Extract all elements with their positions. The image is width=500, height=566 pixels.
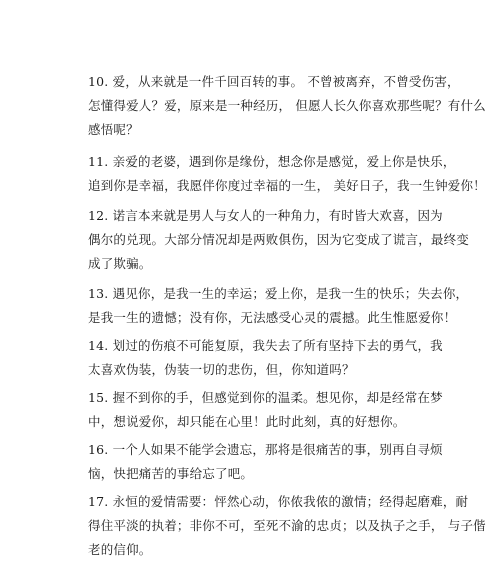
list-item <box>88 150 486 198</box>
text-line: 10. 爱，从来就是一件千回百转的事。 不曾被离弃，不曾受伤害， <box>88 74 460 89</box>
list-item <box>88 334 468 382</box>
text-line: 11. 亲爱的老婆，遇到你是缘份，想念你是感觉，爱上你是快乐， <box>88 154 456 169</box>
text-line: 12. 诺言本来就是男人与女人的一种角力，有时皆大欢喜，因为 <box>88 208 443 223</box>
text-line: 恼，快把痛苦的事给忘了吧。 <box>88 466 254 481</box>
list-item <box>88 386 468 434</box>
list-item <box>88 204 468 276</box>
text-line: 13. 遇见你，是我一生的幸运；爱上你，是我一生的快乐；失去你， <box>88 286 469 301</box>
text-line: 14. 划过的伤痕不可能复原，我失去了所有坚持下去的勇气，我 <box>88 338 443 353</box>
list-item <box>88 438 468 486</box>
text-line: 感悟呢？ <box>88 122 139 137</box>
text-line: 老的信仰。 <box>88 542 152 557</box>
list-item <box>88 70 486 142</box>
text-line: 是我一生的遗憾；没有你，无法感受心灵的震撼。此生惟愿爱你！ <box>88 310 457 325</box>
text-line: 17. 永恒的爱情需要：怦然心动，你侬我侬的激情；经得起磨难，耐 <box>88 494 469 509</box>
list-item <box>88 282 468 330</box>
text-line: 怎懂得爱人？爱，原来是一种经历， 但愿人长久你喜欢那些呢？有什么 <box>88 98 486 113</box>
list-item <box>88 490 486 562</box>
text-line: 中，想说爱你，却只能在心里！此时此刻，真的好想你。 <box>88 414 406 429</box>
text-line: 偶尔的兑现。大部分情况却是两败俱伤，因为它变成了谎言，最终变 <box>88 232 470 247</box>
text-line: 成了欺骗。 <box>88 256 152 271</box>
text-line: 15. 握不到你的手，但感觉到你的温柔。想见你，却是经常在梦 <box>88 390 443 405</box>
text-line: 太喜欢伪装，伪装一切的悲伤，但，你知道吗？ <box>88 362 355 377</box>
text-line: 16. 一个人如果不能学会遗忘，那将是很痛苦的事，别再自寻烦 <box>88 442 443 457</box>
text-line: 追到你是幸福，我愿伴你度过幸福的一生， 美好日子，我一生钟爱你！ <box>88 178 486 193</box>
text-line: 得住平淡的执着；非你不可，至死不渝的忠贞；以及执子之手， 与子偕 <box>88 518 486 533</box>
